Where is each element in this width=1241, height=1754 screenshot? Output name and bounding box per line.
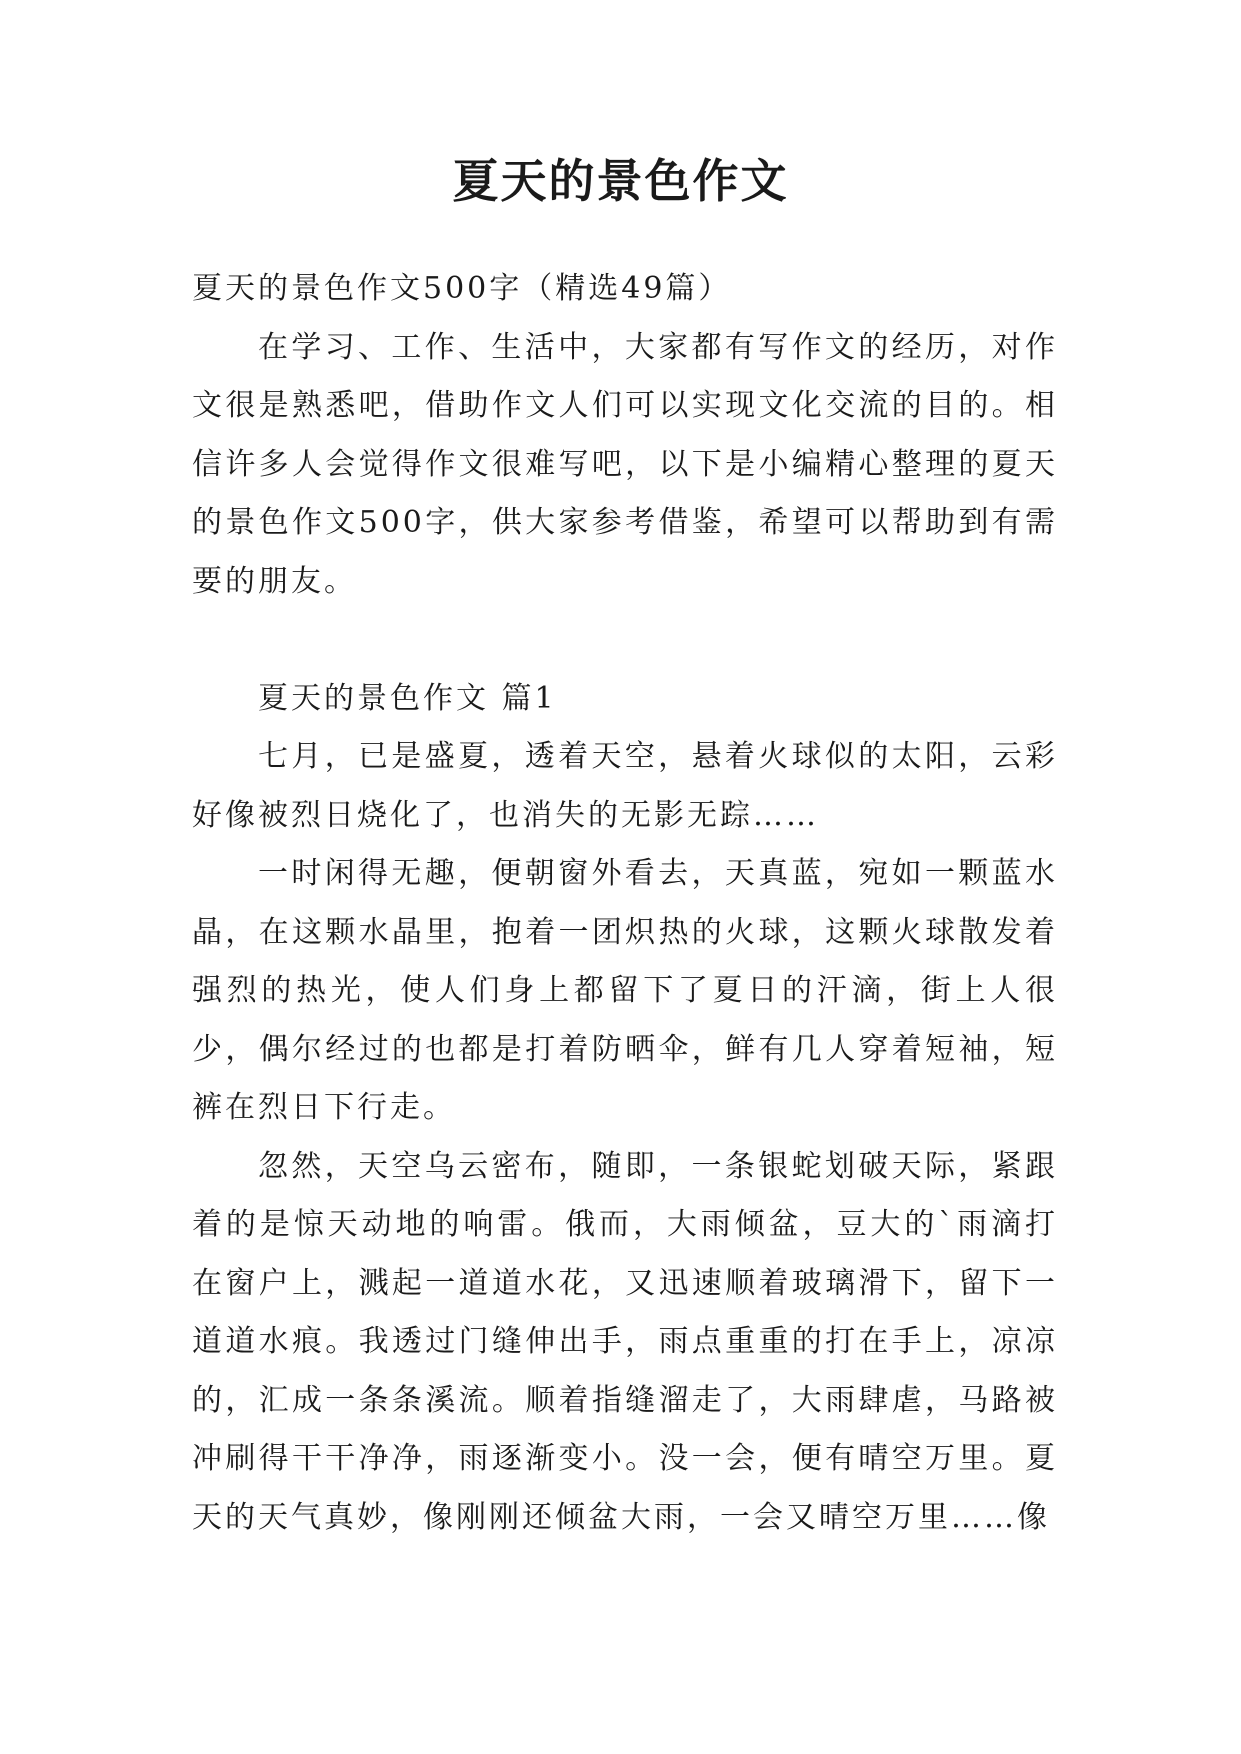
body-paragraph-3: 忽然，天空乌云密布，随即，一条银蛇划破天际，紧跟着的是惊天动地的响雷。俄而，大雨倾盆，豆大的`雨滴打在窗户上，溅起一道道水花，又迅速顺着玻璃滑下，留下一道道水痕。我透过门缝伸出手，雨点重重的打在手上，凉凉的，汇成一条条溪流。顺着指缝溜走了，大雨肆虐，马路被冲刷得干干净净，雨逐渐变小。没一会，便有晴空万里。夏天的天气真妙，像刚刚还倾盆大雨，一会又晴空万里……像: [192, 1148, 1058, 1535]
document-subtitle: 夏天的景色作文500字（精选49篇）: [192, 271, 732, 306]
body-paragraph-2: 一时闲得无趣，便朝窗外看去，天真蓝，宛如一颗蓝水晶，在这颗水晶里，抱着一团炽热的火球，这颗火球散发着强烈的热光，使人们身上都留下了夏日的汗滴，街上人很少，偶尔经过的也都是打着防晒伞，鲜有几人穿着短袖，短裤在烈日下行走。: [192, 856, 1058, 1125]
document-title: 夏天的景色作文: [452, 154, 789, 208]
body-paragraph-1: 七月，已是盛夏，透着天空，悬着火球似的太阳，云彩好像被烈日烧化了，也消失的无影无踪……: [192, 739, 1058, 833]
document-body: [192, 260, 1058, 1547]
intro-paragraph: 在学习、工作、生活中，大家都有写作文的经历，对作文很是熟悉吧，借助作文人们可以实现文化交流的目的。相信许多人会觉得作文很难写吧，以下是小编精心整理的夏天的景色作文500字，供大家参考借鉴，希望可以帮助到有需要的朋友。: [192, 329, 1058, 599]
paragraph-gap: [192, 611, 1058, 670]
section-heading: 夏天的景色作文 篇1: [258, 680, 557, 716]
